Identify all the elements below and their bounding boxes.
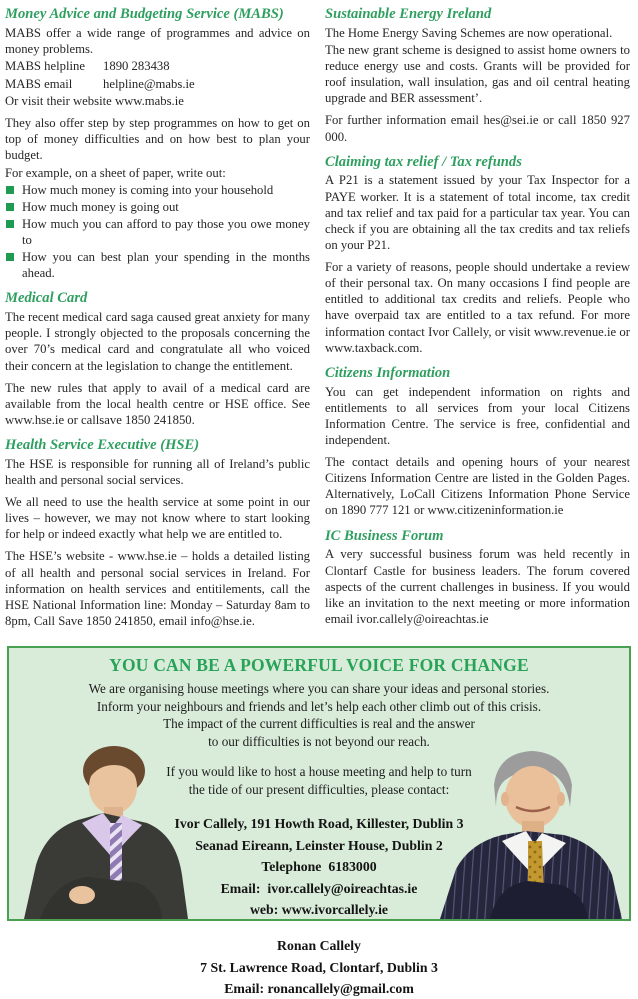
bullet-square-icon: [6, 220, 14, 228]
list-item: [5, 199, 310, 215]
bullet-text: How much money is going out: [22, 199, 179, 214]
ronan-contact-block: [9, 935, 629, 999]
hse-para1: The HSE is responsible for running all of Ireland’s public health and personal social services.: [5, 456, 310, 487]
host-line: If you would like to host a house meeting and help to turn: [166, 764, 472, 780]
mabs-bullet-list: [5, 182, 310, 282]
host-meeting-block: [9, 763, 629, 798]
banner-intro-line: Inform your neighbours and friends and let’s help each other climb out of this crisis.: [96, 698, 542, 714]
ronan-address-line: 7 St. Lawrence Road, Clontarf, Dublin 3: [200, 959, 438, 975]
medical-card-heading: Medical Card: [5, 290, 88, 307]
list-item: [5, 216, 310, 248]
mabs-email-address: helpline@mabs.ie: [103, 76, 195, 91]
sei-para3: For further information email hes@sei.ie or call 1850 927 000.: [325, 113, 630, 144]
voice-for-change-banner: [7, 646, 631, 996]
host-line: the tide of our present difficulties, please contact:: [188, 781, 450, 797]
sei-heading: Sustainable Energy Ireland: [325, 6, 492, 22]
bullet-square-icon: [6, 253, 14, 261]
banner-title: YOU CAN BE A POWERFUL VOICE FOR CHANGE: [109, 655, 529, 676]
left-column: [5, 5, 310, 635]
right-column: [325, 5, 630, 635]
ronan-name-line: Ronan Callely: [277, 938, 361, 954]
banner-intro-line: The impact of the current difficulties is real and the answer: [163, 716, 475, 732]
bullet-text: How you can best plan your spending in the months ahead.: [22, 250, 310, 281]
mabs-website-line: Or visit their website www.mabs.ie: [5, 94, 184, 109]
sei-para1: The Home Energy Saving Schemes are now operational.: [325, 25, 613, 40]
bullet-square-icon: [6, 203, 14, 211]
hse-para2: We all need to use the health service at some point in our lives – however, we may not know where to start looking for help or indeed exactly what help we are entitled to.: [5, 495, 310, 542]
tax-heading: Claiming tax relief / Tax refunds: [325, 153, 522, 170]
citizens-info-heading: Citizens Information: [325, 364, 451, 381]
bullet-text: How much you can afford to pay those you owe money to: [22, 216, 310, 248]
mabs-para2: They also offer step by step programmes on how to get on top of money difficulties and on how best to plan your budget.: [5, 116, 310, 163]
mabs-helpline-label: MABS helpline: [5, 59, 86, 74]
ronan-email-line: Email: ronancallely@gmail.com: [224, 981, 414, 996]
ivor-address-line: Ivor Callely, 191 Howth Road, Killester, Dublin 3: [174, 816, 464, 832]
ivor-address-line: Seanad Eireann, Leinster House, Dublin 2: [195, 837, 443, 853]
mabs-heading: Money Advice and Budgeting Service (MABS): [5, 6, 284, 22]
mabs-intro: MABS offer a wide range of programmes and advice on money problems.: [5, 25, 310, 56]
ivor-web-line: web: www.ivorcallely.ie: [249, 901, 389, 917]
mabs-email-row: [5, 76, 310, 93]
mabs-helpline-number: 1890 283438: [103, 59, 170, 74]
business-forum-para1: A very successful business forum was held recently in Clontarf Castle for business leaders. The forum covered aspects of the current challenges in business. If you would like an invitation to the next meeting or more information email ivor.callely@oireachtas.ie: [325, 547, 630, 626]
ivor-contact-block: [9, 813, 629, 920]
hse-heading: Health Service Executive (HSE): [5, 437, 200, 454]
bullet-text: How much money is coming into your household: [22, 182, 274, 197]
list-item: [5, 249, 310, 281]
ivor-email-line: Email: ivor.callely@oireachtas.ie: [220, 880, 418, 896]
tax-para2: For a variety of reasons, people should undertake a review of their personal tax. On many occasions I find people are entitled to additional tax credits and reliefs. People who have overpaid tax are entitled to a tax refund. For more information contact Ivor Callely, or visit www.revenue.ie or www.taxback.com.: [325, 260, 630, 355]
mabs-helpline-row: [5, 58, 310, 75]
citizens-info-para2: The contact details and opening hours of your nearest Citizens Information Centre are listed in the Golden Pages. Alternatively, LoCall Citizens Information Phone Service on 1890 777 121 or www.citizeninformation.ie: [325, 455, 630, 518]
medical-card-para1: The recent medical card saga caused great anxiety for many people. I strongly objected to the proposals concerning the over 70’s medical card and congratulate all who voiced their concern at the legislation to change the entitlement.: [5, 310, 310, 373]
mabs-email-label: MABS email: [5, 76, 73, 91]
tax-para1: A P21 is a statement issued by your Tax Inspector for a PAYE worker. It is a statement of total income, tax credit and tax relief and tax paid for a particular tax year. You can check if you are obtaining all the tax credits and tax reliefs on your P21.: [325, 173, 630, 252]
banner-intro-line: to our difficulties is not beyond our reach.: [208, 733, 430, 749]
sei-para2: The new grant scheme is designed to assist home owners to reduce energy use and costs. Grants will be provided for roof insulation, wall insulation, gas and oil central heating upgrade and BER assessment’.: [325, 42, 630, 106]
list-item: [5, 182, 310, 198]
medical-card-para2: The new rules that apply to avail of a medical card are available from the local health centre or HSE office. See www.hse.ie or callsave 1850 241850.: [5, 380, 310, 427]
citizens-info-para1: You can get independent information on rights and entitlements to all services from your local Citizens Information Centre. The service is free, confidential and independent.: [325, 384, 630, 447]
mabs-para3: For example, on a sheet of paper, write out:: [5, 165, 226, 180]
hse-para3: The HSE’s website - www.hse.ie – holds a detailed listing of all health and personal social services in Ireland. For information on health services and entitilements, call the HSE National Information line: Monday – Saturday 8am to 8pm, Call Save 1850 241850, email info@hse.ie.: [5, 549, 310, 628]
banner-intro-line: We are organising house meetings where you can share your ideas and personal stories.: [88, 681, 550, 697]
business-forum-heading: IC Business Forum: [325, 527, 444, 544]
bullet-square-icon: [6, 186, 14, 194]
ivor-telephone-line: Telephone 6183000: [261, 859, 377, 875]
